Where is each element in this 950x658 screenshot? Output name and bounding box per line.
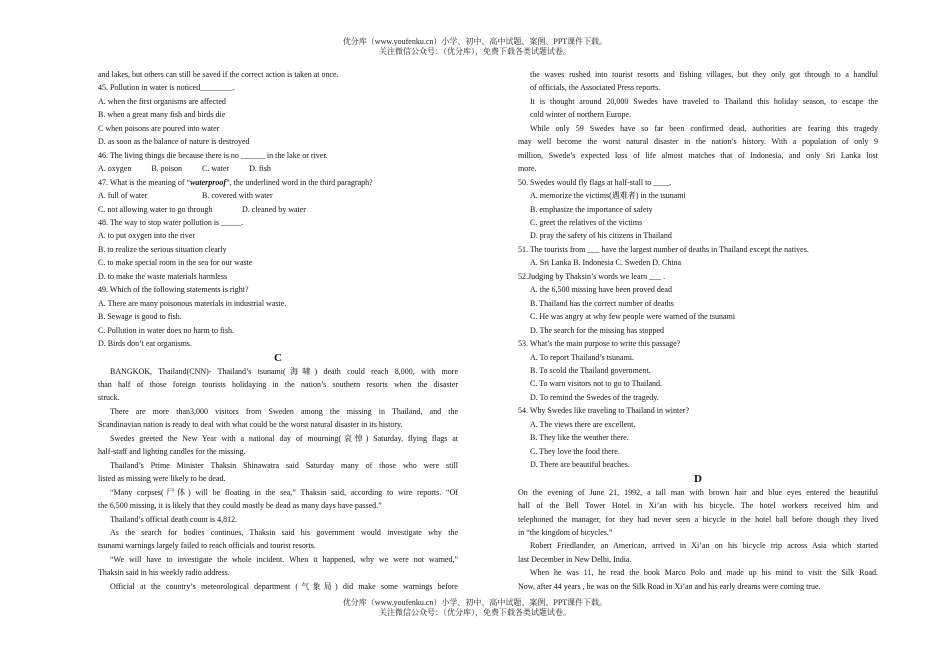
question-45-stem: 45. Pollution in water is noticed________.	[98, 83, 235, 93]
question-45-option-d: D. as soon as the balance of nature is destroyed	[98, 137, 250, 147]
question-46-stem: 46. The living things die because there is no ______ in the lake or river.	[98, 150, 328, 160]
question-52-option-a: A. the 6,500 missing have been proved dead	[530, 285, 672, 295]
question-46-option-c: C. water	[202, 164, 230, 174]
question-50-option-b: B. emphasize the importance of safety	[530, 204, 653, 214]
footer-line-1: 优分库（www.youfenku.cn）小学、初中、高中试题、案例、PPT课件下载。	[342, 598, 608, 607]
question-54-stem: 54. Why Swedes like traveling to Thailand in winter?	[518, 406, 689, 416]
left-column	[98, 68, 458, 593]
passage-line: Swedes greeted the New Year with a national day of mourning(哀悼) Saturday, flying flags at	[110, 433, 458, 443]
question-47-stem-start: 47. What is the meaning of “	[98, 177, 191, 187]
question-50-stem: 50. Swedes would fly flags at half-stall to ____.	[518, 177, 672, 187]
passage-line: Now, after 44 years , he was on the Silk Road in Xi’an and his early dreams were coming true.	[518, 581, 821, 591]
question-47-option-c: C. not allowing water to go through	[98, 204, 213, 214]
question-52-stem: 52.Judging by Thaksin’s words we learn ___ .	[518, 271, 666, 281]
passage-line: It is thought around 20,000 Swedes have traveled to Thailand this holiday season, to escape the	[530, 96, 878, 106]
passage-c-paragraph	[98, 580, 458, 593]
passage-line: Scandinavian nation is ready to deal with what could be the worst natural disaster in its history.	[98, 420, 403, 430]
question-47-stem-end: ”, the underlined word in the third paragraph?	[226, 177, 373, 187]
passage-c-paragraph	[98, 405, 458, 432]
passage-line: When he was 11, he read the book Marco Polo and made up his mind to visit the Silk Road.	[530, 568, 878, 578]
question-53-stem: 53. What’s the main purpose to write this passage?	[518, 339, 681, 349]
passage-line: “Many corpses(尸体) will be floating in the sea,” Thaksin said, according to wire reports. “Of	[110, 487, 458, 497]
passage-line: more.	[518, 164, 537, 174]
question-49-option-a: A. There are many poisonous materials in industrial waste.	[98, 298, 287, 308]
question-49-stem: 49. Which of the following statements is right?	[98, 285, 249, 295]
right-column	[518, 68, 878, 593]
passage-c-paragraph	[518, 95, 878, 122]
passage-line: last December in New Delhi, India.	[518, 554, 632, 564]
passage-line: Official at the country’s meteorological department (气象局) did make some warnings before	[110, 581, 458, 591]
passage-line: On the evening of June 21, 1992, a tall man with brown hair and blue eyes entered the beautiful	[518, 487, 878, 497]
passage-c-paragraph	[518, 68, 878, 95]
question-46-option-a: A. oxygen	[98, 164, 132, 174]
passage-line: struck.	[98, 393, 120, 403]
question-48-option-b: B. to realize the serious situation clearly	[98, 244, 227, 254]
passage-c-paragraph	[98, 513, 458, 526]
header-line-2: 关注微信公众号：（优分库），免费下载各类试题试卷。	[379, 47, 571, 56]
question-47-option-b: B. covered with water	[202, 191, 273, 201]
question-49-option-c: C. Pollution in water does no harm to fish.	[98, 325, 234, 335]
question-50-option-a: A. memorize the victims(遇难者) in the tsunami	[530, 191, 686, 201]
question-47-option-a: A. full of water	[98, 191, 148, 201]
passage-c-paragraph	[518, 122, 878, 176]
question-50-option-d: D. pray the safety of his citizens in Thailand	[530, 231, 672, 241]
passage-line: There are more than3,000 visitors from Sweden among the missing in Thailand, and the	[110, 406, 458, 416]
passage-line: than half of those foreign tourists holidaying in the nation’s southern resorts when the disaster	[98, 379, 458, 389]
question-45-option-b: B. when a great many fish and birds die	[98, 110, 226, 120]
question-53-option-c: C. To warn visitors not to go to Thailand.	[530, 379, 663, 389]
question-54-option-b: B. They like the weather there.	[530, 433, 629, 443]
passage-line: tsunami warnings largely failed to reach officials and tourist resorts.	[98, 541, 316, 551]
footer-line-2: 关注微信公众号：（优分库），免费下载各类试题试卷。	[379, 608, 571, 617]
passage-line: hall of the Bell Tower Hotel in Xi’an with his bicycle. The hotel workers received him and	[518, 501, 878, 511]
question-53-option-d: D. To remind the Swedes of the tragedy.	[530, 392, 659, 402]
passage-c-paragraph	[98, 459, 458, 486]
section-c-heading: C	[274, 351, 282, 364]
passage-line: Thailand’s Prime Minister Thaksin Shinawatra said Saturday many of those who were still	[110, 460, 458, 470]
question-45-option-a: A. when the first organisms are affected	[98, 96, 226, 106]
question-54-option-a: A. The views there are excellent.	[530, 419, 636, 429]
passage-c-paragraph	[98, 486, 458, 513]
passage-line: the waves rushed into tourist resorts and fishing villages, but they only got through to a handful	[530, 70, 878, 79]
passage-line: As the search for bodies continues, Thaksin said his government would investigate why the	[110, 527, 458, 537]
page-footer	[0, 598, 950, 618]
passage-line: Robert Friedlander, an American, arrived in Xi’an on his bicycle trip across Asia which started	[530, 541, 878, 551]
question-54-option-d: D. There are beautiful beaches.	[530, 460, 630, 470]
passage-line: “We will have to investigate the whole incident. When it happened, why we were not warned,”	[110, 554, 458, 564]
passage-line: BANGKOK, Thailand(CNN)- Thailand’s tsunami(海啸) death could reach 8,000, with more	[110, 366, 458, 376]
question-47-stem	[98, 176, 458, 189]
passage-line: the 6,500 missing, it is likely that they could mostly be dead as many days have passed.”	[98, 501, 382, 511]
question-47-options-row-1	[98, 189, 458, 202]
passage-c-paragraph	[98, 365, 458, 405]
question-51-stem: 51. The tourists from ___ have the largest number of deaths in Thailand except the natives.	[518, 244, 809, 254]
passage-b-tail: and lakes, but others can still be saved if the correct action is taken at once.	[98, 70, 339, 79]
passage-line: million, Swede’s expected loss of life almost matches that of Indonesia, and only Sri Lanka lost	[518, 150, 878, 160]
question-48-stem: 48. The way to stop water pollution is _____.	[98, 217, 244, 227]
question-49-option-b: B. Sewage is good to fish.	[98, 312, 182, 322]
question-45-option-c: C when poisons are poured into water	[98, 123, 220, 133]
passage-line: listed as missing were likely to be dead.	[98, 474, 226, 484]
question-48-option-d: D. to make the waste materials harmless	[98, 271, 228, 281]
question-50-option-c: C. greet the relatives of the victims	[530, 217, 643, 227]
section-d-heading: D	[694, 472, 702, 485]
page-header	[0, 37, 950, 57]
passage-line: telephoned the manager, for they had never seen a bicycle in the hotel ball before though they lived	[518, 514, 878, 524]
question-54-option-c: C. They love the food there.	[530, 446, 620, 456]
question-49-option-d: D. Birds don’t eat organisms.	[98, 339, 192, 349]
passage-d-paragraph	[518, 539, 878, 566]
passage-line: While only 59 Swedes have so far been confirmed dead, authorities are fearing this tragedy	[530, 123, 878, 133]
question-46-option-d: D. fish	[249, 164, 271, 174]
question-48-option-c: C. to make special room in the sea for our waste	[98, 258, 253, 268]
question-48-option-a: A. to put oxygen into the river	[98, 231, 196, 241]
question-46-option-b: B. poison	[151, 164, 182, 174]
passage-d-paragraph	[518, 566, 878, 593]
question-47-options-row-2	[98, 203, 458, 216]
question-47-option-d: D. cleaned by water	[242, 204, 306, 214]
passage-line: may well become the worst natural disaster in the nation’s history. With a population of only 9	[518, 137, 878, 147]
passage-line: half-staff and lighting candles for the missing.	[98, 447, 246, 457]
passage-line: Thailand’s official death count is 4,812.	[110, 514, 238, 524]
passage-line: cold winter of northern Europe.	[530, 110, 632, 120]
passage-line: Thaksin said in his weekly radio address.	[98, 568, 230, 578]
question-52-option-c: C. He was angry at why few people were warned of the tsunami	[530, 312, 736, 322]
passage-c-paragraph	[98, 553, 458, 580]
header-line-1: 优分库（www.youfenku.cn）小学、初中、高中试题、案例、PPT课件下载。	[342, 37, 608, 46]
passage-line: of officials, the Associated Press reports.	[530, 83, 661, 93]
passage-c-paragraph	[98, 432, 458, 459]
underlined-word-waterproof: waterproof	[190, 177, 227, 187]
question-53-option-a: A. To report Thailand’s tsunami.	[530, 352, 635, 362]
passage-c-paragraph	[98, 526, 458, 553]
question-53-option-b: B. To scold the Thailand government.	[530, 365, 651, 375]
question-51-options: A. Sri Lanka B. Indonesia C. Sweden D. China	[530, 258, 682, 268]
question-52-option-b: B. Thailand has the correct number of deaths	[530, 298, 674, 308]
question-52-option-d: D. The search for the missing has stopped	[530, 325, 665, 335]
question-46-options	[98, 162, 458, 175]
passage-d-paragraph	[518, 486, 878, 540]
passage-line: in “the kingdom of bicycles.”	[518, 527, 613, 537]
